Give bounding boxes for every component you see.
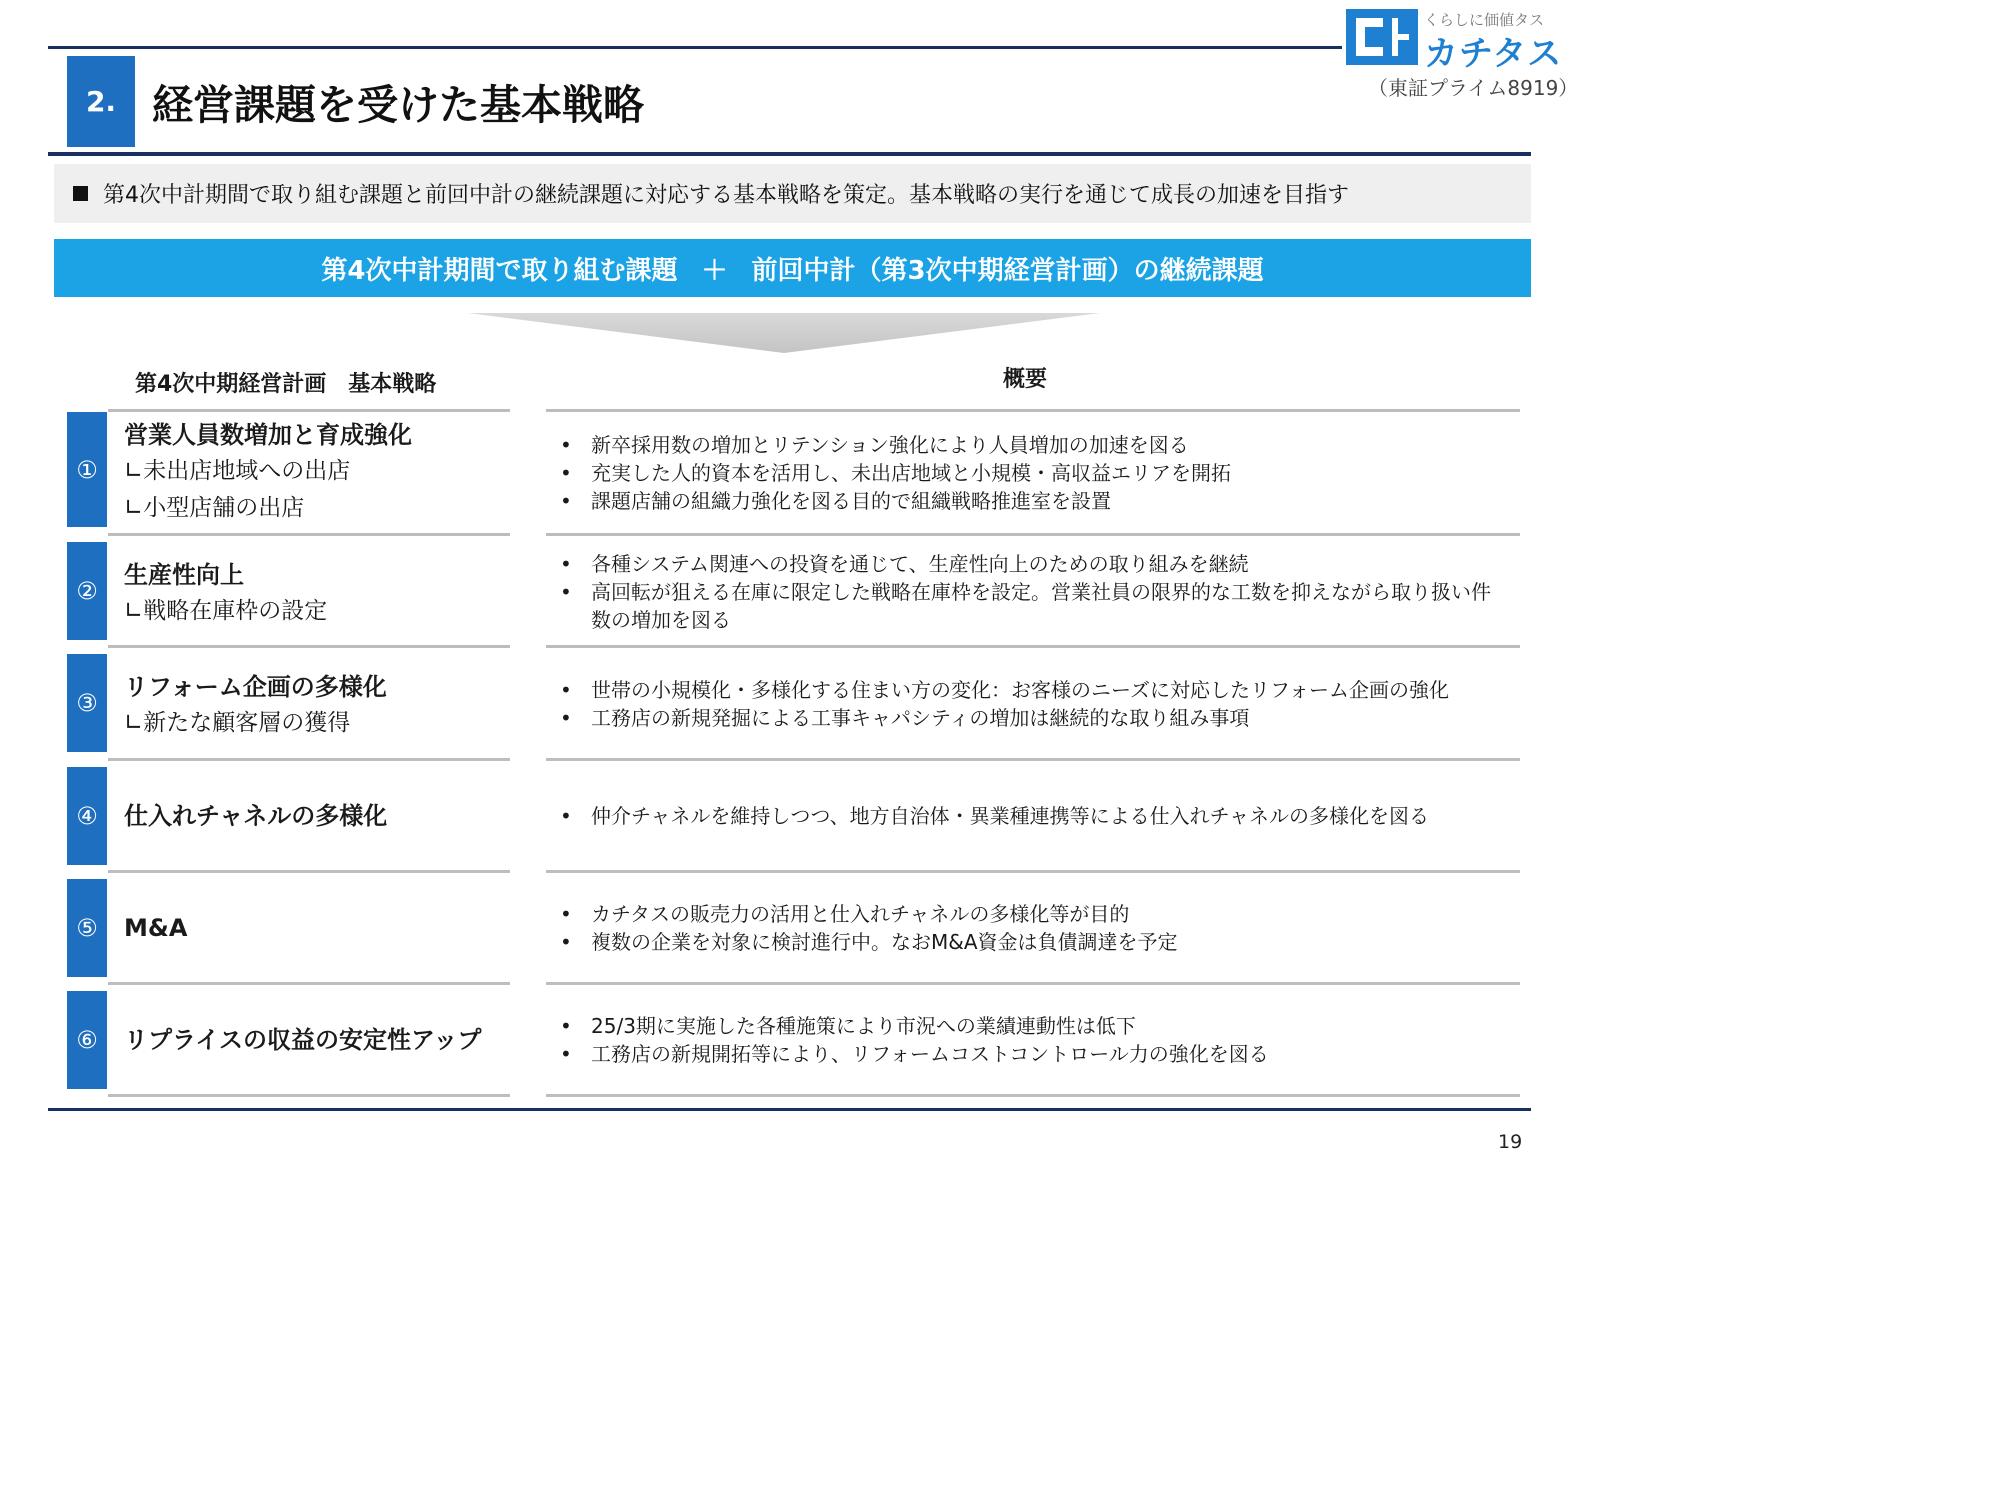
row-divider (546, 870, 1520, 873)
row-divider (546, 409, 1520, 412)
banner-current-challenges: 第4次中計期間で取り組む課題 (321, 255, 678, 286)
strategy-number-badge: ③ (67, 654, 107, 752)
strategy-title: 営業人員数増加と育成強化 (124, 421, 412, 449)
row-divider (546, 533, 1520, 536)
strategy-item (124, 557, 327, 630)
summary-bullet-item: • 各種システム関連への投資を通じて、生産性向上のための取り組みを継続 (560, 550, 1510, 578)
down-arrow-icon (468, 313, 1100, 353)
page-title: 経営課題を受けた基本戦略 (152, 81, 644, 129)
strategy-item (124, 1022, 481, 1058)
summary-bullet-item: • 世帯の小規模化・多様化する住まい方の変化：お客様のニーズに対応したリフォーム企画の強化 (560, 676, 1510, 704)
row-divider (108, 758, 510, 761)
strategy-subitem: ∟小型店舗の出店 (124, 495, 305, 521)
strategy-subitem: ∟戦略在庫枠の設定 (124, 598, 328, 624)
summary-text: 第4次中計期間で取り組む課題と前回中計の継続課題に対応する基本戦略を策定。基本戦略の実行を通じて成長の加速を目指す (103, 183, 1350, 208)
strategy-number-badge: ⑤ (67, 879, 107, 977)
summary-bullet-item: • カチタスの販売力の活用と仕入れチャネルの多様化等が目的 (560, 900, 1510, 928)
row-divider (546, 758, 1520, 761)
katitas-logo-icon (1346, 9, 1418, 65)
top-rule (48, 46, 1342, 49)
bottom-rule (48, 1108, 1531, 1111)
strategy-number-badge: ① (67, 412, 107, 527)
strategy-summary-list (560, 802, 1510, 830)
strategy-summary-list (560, 431, 1510, 515)
summary-bullet-item: • 25/3期に実施した各種施策により市況への業績連動性は低下 (560, 1012, 1510, 1040)
row-divider (108, 1094, 510, 1097)
row-divider (108, 409, 510, 412)
banner-previous-challenges: 前回中計（第3次中期経営計画）の継続課題 (751, 255, 1264, 286)
stock-listing: （東証プライム8919） (1368, 76, 1579, 100)
strategy-subitem: ∟未出店地域への出店 (124, 458, 351, 484)
row-divider (546, 645, 1520, 648)
row-divider (108, 533, 510, 536)
logo-name: カチタス (1424, 34, 1563, 74)
strategy-title: 仕入れチャネルの多様化 (124, 802, 388, 830)
strategy-item (124, 910, 187, 946)
row-divider (546, 1094, 1520, 1097)
strategy-title: M&A (124, 914, 188, 942)
strategy-title: リプライスの収益の安定性アップ (124, 1026, 482, 1054)
banner-plus: ＋ (701, 255, 728, 286)
page-number: 19 (1498, 1131, 1523, 1153)
summary-bullet-item: • 工務店の新規開拓等により、リフォームコストコントロール力の強化を図る (560, 1040, 1510, 1068)
strategy-number-badge: ⑥ (67, 991, 107, 1089)
strategy-subitem: ∟新たな顧客層の獲得 (124, 710, 351, 736)
strategy-summary-list (560, 550, 1510, 634)
strategy-number-badge: ④ (67, 767, 107, 865)
summary-bullet-item: • 工務店の新規発掘による工事キャパシティの増加は継続的な取り組み事項 (560, 704, 1510, 732)
strategy-summary-list (560, 900, 1510, 956)
strategy-item (124, 669, 387, 742)
logo-tagline: くらしに価値タス (1424, 11, 1545, 29)
summary-bullet-item: • 新卒採用数の増加とリテンション強化により人員増加の加速を図る (560, 431, 1510, 459)
summary-bullet-item: • 仲介チャネルを維持しつつ、地方自治体・異業種連携等による仕入れチャネルの多様化を図る (560, 802, 1510, 830)
summary-bullet-item: • 高回転が狙える在庫に限定した戦略在庫枠を設定。営業社員の限界的な工数を抑えながら取り扱い件数の増加を図る (560, 578, 1510, 634)
section-number: 2. (67, 56, 135, 147)
square-bullet-icon (73, 186, 88, 201)
strategy-item (124, 798, 387, 834)
row-divider (108, 982, 510, 985)
strategy-summary-list (560, 1012, 1510, 1068)
row-divider (108, 870, 510, 873)
strategy-title: リフォーム企画の多様化 (124, 673, 387, 701)
column-header-summary: 概要 (1003, 367, 1048, 392)
summary-bullet-item: • 課題店舗の組織力強化を図る目的で組織戦略推進室を設置 (560, 487, 1510, 515)
strategy-title: 生産性向上 (124, 561, 244, 589)
column-header-strategy: 第4次中期経営計画 基本戦略 (135, 372, 437, 397)
strategy-summary-list (560, 676, 1510, 732)
row-divider (546, 982, 1520, 985)
summary-bullet-item: • 充実した人的資本を活用し、未出店地域と小規模・高収益エリアを開拓 (560, 459, 1510, 487)
strategy-number-badge: ② (67, 542, 107, 640)
title-rule (48, 152, 1531, 156)
strategy-item (124, 417, 412, 527)
summary-bullet-item: • 複数の企業を対象に検討進行中。なおM&A資金は負債調達を予定 (560, 928, 1510, 956)
challenges-banner (54, 239, 1531, 297)
row-divider (108, 645, 510, 648)
